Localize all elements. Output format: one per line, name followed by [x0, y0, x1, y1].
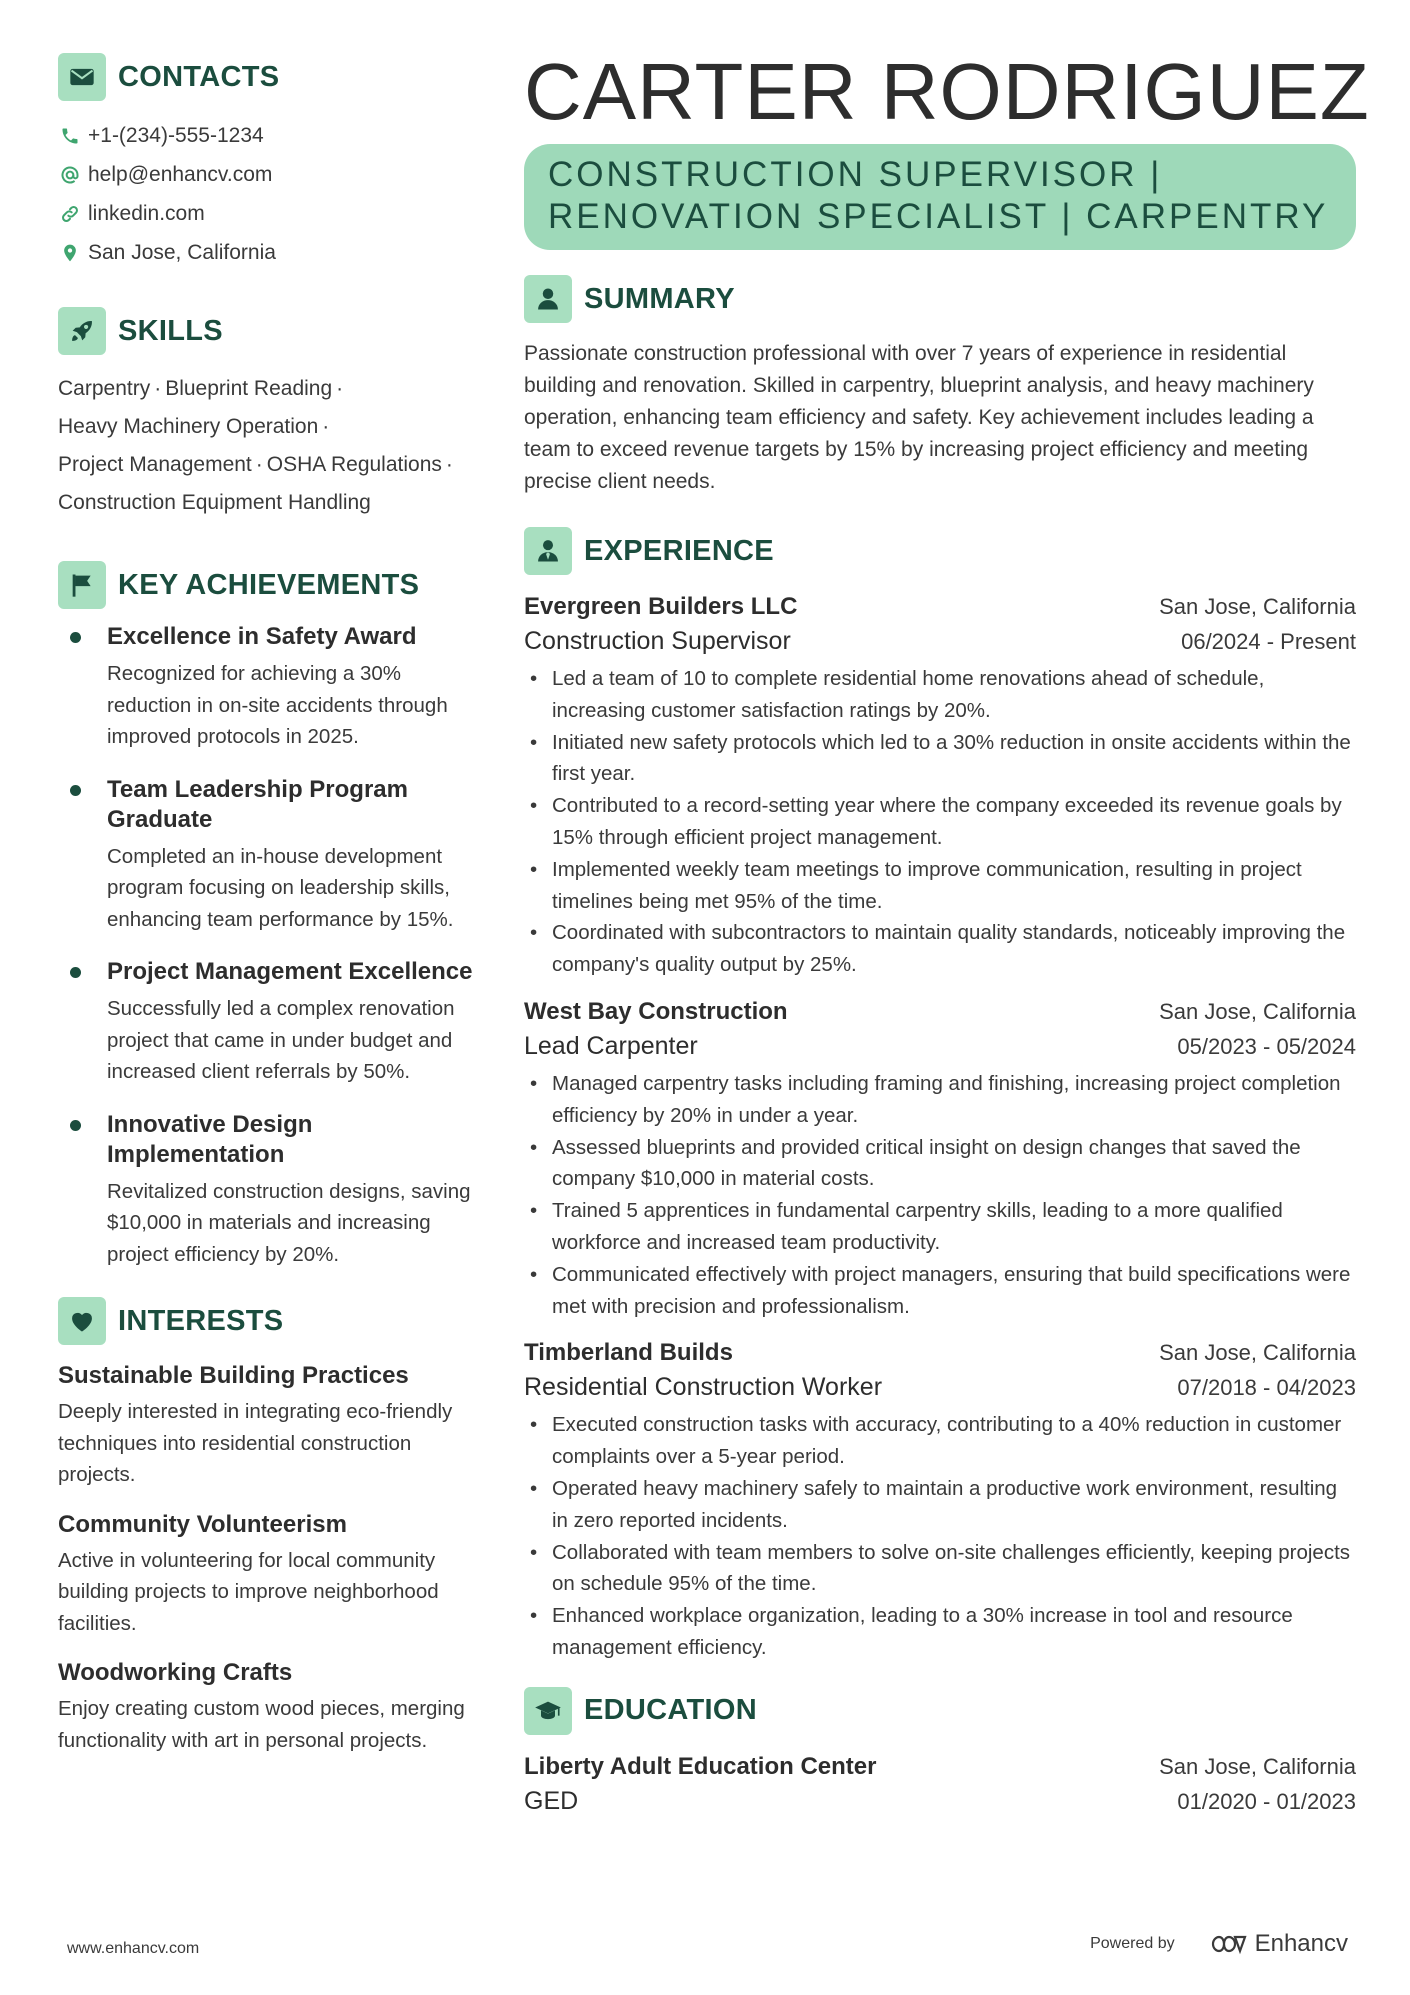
- interest-title: Sustainable Building Practices: [58, 1362, 409, 1389]
- education-dates: 01/2020 - 01/2023: [1177, 1788, 1356, 1814]
- contact-location-text: San Jose, California: [88, 240, 276, 264]
- skill-separator: ·: [255, 453, 263, 476]
- job-role-row: [524, 624, 1356, 659]
- contact-email-text: help@enhancv.com: [88, 162, 273, 186]
- flag-icon: [58, 561, 106, 609]
- job-bullet: • Coordinated with subcontractors to maintain quality standards, noticeably improving the company's quality output by 25%.: [524, 917, 1356, 981]
- interests-heading: INTERESTS: [118, 1304, 284, 1337]
- interest-title: Woodworking Crafts: [58, 1659, 293, 1686]
- contact-phone-text: +1-(234)-555-1234: [88, 123, 264, 147]
- job-company: Evergreen Builders LLC: [524, 593, 798, 620]
- education-header: [524, 1686, 1356, 1736]
- education-degree: GED: [524, 1786, 579, 1815]
- achievement-title: Innovative Design Implementation: [107, 1110, 313, 1168]
- contact-list: [58, 116, 478, 272]
- job-bullet: • Collaborated with team members to solve on-site challenges efficiently, keeping projects on schedule 95% of the time.: [524, 1537, 1356, 1601]
- job-bullet: • Communicated effectively with project managers, ensuring that build specifications were met with precision and professionalism.: [524, 1259, 1356, 1323]
- job-title-line-1: CONSTRUCTION SUPERVISOR |: [548, 155, 1163, 194]
- achievement-desc: Successfully led a complex renovation project that came in under budget and increased client referrals by 50%.: [107, 997, 455, 1083]
- achievements-header: [58, 560, 478, 610]
- summary-heading: SUMMARY: [584, 282, 735, 315]
- achievement-title: Project Management Excellence: [107, 958, 473, 985]
- job-role: Residential Construction Worker: [524, 1373, 883, 1402]
- interests-header: [58, 1296, 478, 1346]
- footer-website[interactable]: www.enhancv.com: [67, 1940, 200, 1957]
- job-location: San Jose, California: [1159, 1340, 1356, 1366]
- contact-email[interactable]: [58, 155, 478, 194]
- achievement-title: Excellence in Safety Award: [107, 623, 417, 650]
- interest-title: Community Volunteerism: [58, 1510, 347, 1538]
- job-bullet: • Trained 5 apprentices in fundamental carpentry skills, leading to a more qualified workforce and increased team productivity.: [524, 1195, 1356, 1259]
- bullet-dot: [70, 632, 81, 643]
- skill-separator: ·: [445, 453, 453, 476]
- person-icon: [524, 275, 572, 323]
- achievements-list: [58, 622, 478, 1270]
- skill-item: Project Management: [58, 453, 252, 476]
- bullet-dot: [70, 785, 81, 796]
- job-location: San Jose, California: [1159, 594, 1356, 619]
- job-title-line-2: RENOVATION SPECIALIST | CARPENTRY: [548, 197, 1329, 236]
- achievement-item: [58, 622, 478, 753]
- skills-list: [58, 370, 478, 522]
- job-header-row: [524, 1336, 1356, 1370]
- bullet-dot: [70, 1120, 81, 1131]
- achievement-desc: Revitalized construction designs, saving $10,000 in materials and increasing project efficiency by 20%.: [107, 1179, 471, 1266]
- left-column: [58, 52, 478, 1774]
- phone-icon: [58, 124, 82, 148]
- job-company: West Bay Construction: [524, 997, 788, 1025]
- powered-by-label: Powered by: [1090, 1935, 1175, 1952]
- job-dates: 06/2024 - Present: [1181, 629, 1356, 654]
- job-bullet: • Contributed to a record-setting year where the company exceeded its revenue goals by 15% through efficient project management.: [524, 790, 1356, 854]
- interest-item: [58, 1509, 478, 1640]
- achievement-desc: Recognized for achieving a 30% reduction in on-site accidents through improved protocols in 2025.: [107, 662, 448, 748]
- interest-desc: Active in volunteering for local community building projects to improve neighborhood facilities.: [58, 1548, 439, 1635]
- contact-phone[interactable]: [58, 116, 478, 155]
- job-bullet: • Enhanced workplace organization, leading to a 30% increase in tool and resource management efficiency.: [524, 1600, 1356, 1664]
- graduation-cap-icon: [524, 1687, 572, 1735]
- achievement-title: Team Leadership Program Graduate: [107, 775, 408, 833]
- contacts-header: [58, 52, 478, 102]
- at-icon: [58, 163, 82, 187]
- skills-header: [58, 306, 478, 356]
- skill-item: OSHA Regulations: [266, 453, 442, 476]
- job-dates: 07/2018 - 04/2023: [1177, 1375, 1356, 1401]
- job-title-banner: [524, 144, 1356, 250]
- job-bullets: [524, 1068, 1356, 1322]
- footer-branding: [1090, 1930, 1348, 1958]
- interest-item: [58, 1360, 478, 1491]
- summary-text: Passionate construction professional with over 7 years of experience in residential building and renovation. Skilled in carpentry, blueprint analysis, and heavy machinery operation, enhancing team efficiency and safety. Key achievement includes leading a team to exceed revenue targets by 15% by increasing project efficiency and meeting precise client needs.: [524, 342, 1314, 493]
- contact-linkedin-text: linkedin.com: [88, 201, 205, 225]
- bullet-dot: [70, 967, 81, 978]
- achievement-item: [58, 1110, 478, 1271]
- job-bullet: • Executed construction tasks with accuracy, contributing to a 40% reduction in customer complaints over a 5-year period.: [524, 1409, 1356, 1473]
- heart-icon: [58, 1297, 106, 1345]
- job-bullets: [524, 1409, 1356, 1663]
- achievement-item: [58, 775, 478, 936]
- skill-separator: ·: [322, 415, 330, 438]
- education-location: San Jose, California: [1159, 1753, 1356, 1779]
- skill-separator: ·: [336, 377, 344, 400]
- job-role-row: [524, 1370, 1356, 1405]
- education-heading: EDUCATION: [584, 1694, 757, 1727]
- interest-item: [58, 1657, 478, 1756]
- education-school: Liberty Adult Education Center: [524, 1752, 877, 1780]
- right-column: [524, 47, 1370, 1833]
- candidate-name: CARTER RODRIGUEZ: [524, 47, 1370, 136]
- achievement-item: [58, 957, 478, 1088]
- skill-item: Heavy Machinery Operation: [58, 415, 319, 438]
- brand-name: Enhancv: [1254, 1930, 1348, 1957]
- contacts-heading: CONTACTS: [118, 60, 280, 93]
- rocket-icon: [58, 307, 106, 355]
- summary-header: [524, 274, 1356, 324]
- link-icon: [58, 202, 82, 226]
- job-entry: [524, 995, 1356, 1322]
- job-entry: [524, 590, 1356, 981]
- contact-location: [58, 233, 478, 272]
- location-pin-icon: [58, 241, 82, 265]
- job-bullets: [524, 663, 1356, 981]
- job-bullet: • Implemented weekly team meetings to improve communication, resulting in project timelines being met 95% of the time.: [524, 854, 1356, 918]
- skill-item: Blueprint Reading: [165, 377, 333, 400]
- job-header-row: [524, 995, 1356, 1029]
- job-bullet: • Operated heavy machinery safely to maintain a productive work environment, resulting in zero reported incidents.: [524, 1473, 1356, 1537]
- experience-heading: EXPERIENCE: [584, 534, 774, 567]
- skill-separator: ·: [154, 377, 162, 400]
- job-company: Timberland Builds: [524, 1339, 733, 1367]
- job-entry: [524, 1336, 1356, 1663]
- job-dates: 05/2023 - 05/2024: [1177, 1033, 1356, 1059]
- education-entry: [524, 1750, 1356, 1819]
- job-role: Lead Carpenter: [524, 1031, 698, 1060]
- enhancv-logo-icon: [1201, 1931, 1247, 1957]
- envelope-icon: [58, 53, 106, 101]
- education-header-row: [524, 1750, 1356, 1784]
- job-location: San Jose, California: [1159, 998, 1356, 1024]
- job-header-row: [524, 590, 1356, 624]
- job-bullet: • Assessed blueprints and provided critical insight on design changes that saved the company $10,000 in material costs.: [524, 1132, 1356, 1196]
- interests-list: [58, 1360, 478, 1756]
- skill-item: Carpentry: [58, 377, 151, 400]
- experience-header: [524, 526, 1356, 576]
- job-bullet: • Led a team of 10 to complete residential home renovations ahead of schedule, increasing customer satisfaction ratings by 20%.: [524, 663, 1356, 727]
- interest-desc: Deeply interested in integrating eco-friendly techniques into residential construction projects.: [58, 1400, 453, 1486]
- job-bullet: • Initiated new safety protocols which led to a 30% reduction in onsite accidents within the first year.: [524, 727, 1356, 791]
- job-role: Construction Supervisor: [524, 627, 791, 655]
- education-degree-row: [524, 1784, 1356, 1819]
- skill-item: Construction Equipment Handling: [58, 491, 371, 514]
- achievement-desc: Completed an in-house development program focusing on leadership skills, enhancing team performance by 15%.: [107, 844, 454, 931]
- job-role-row: [524, 1029, 1356, 1064]
- interest-desc: Enjoy creating custom wood pieces, merging functionality with art in personal projects.: [58, 1697, 465, 1752]
- enhancv-brand[interactable]: [1201, 1930, 1348, 1958]
- contact-linkedin[interactable]: [58, 194, 478, 233]
- businessperson-icon: [524, 527, 572, 575]
- job-bullet: • Managed carpentry tasks including framing and finishing, increasing project completion efficiency by 20% in under a year.: [524, 1068, 1356, 1132]
- achievements-heading: KEY ACHIEVEMENTS: [118, 568, 420, 601]
- skills-heading: SKILLS: [118, 314, 223, 347]
